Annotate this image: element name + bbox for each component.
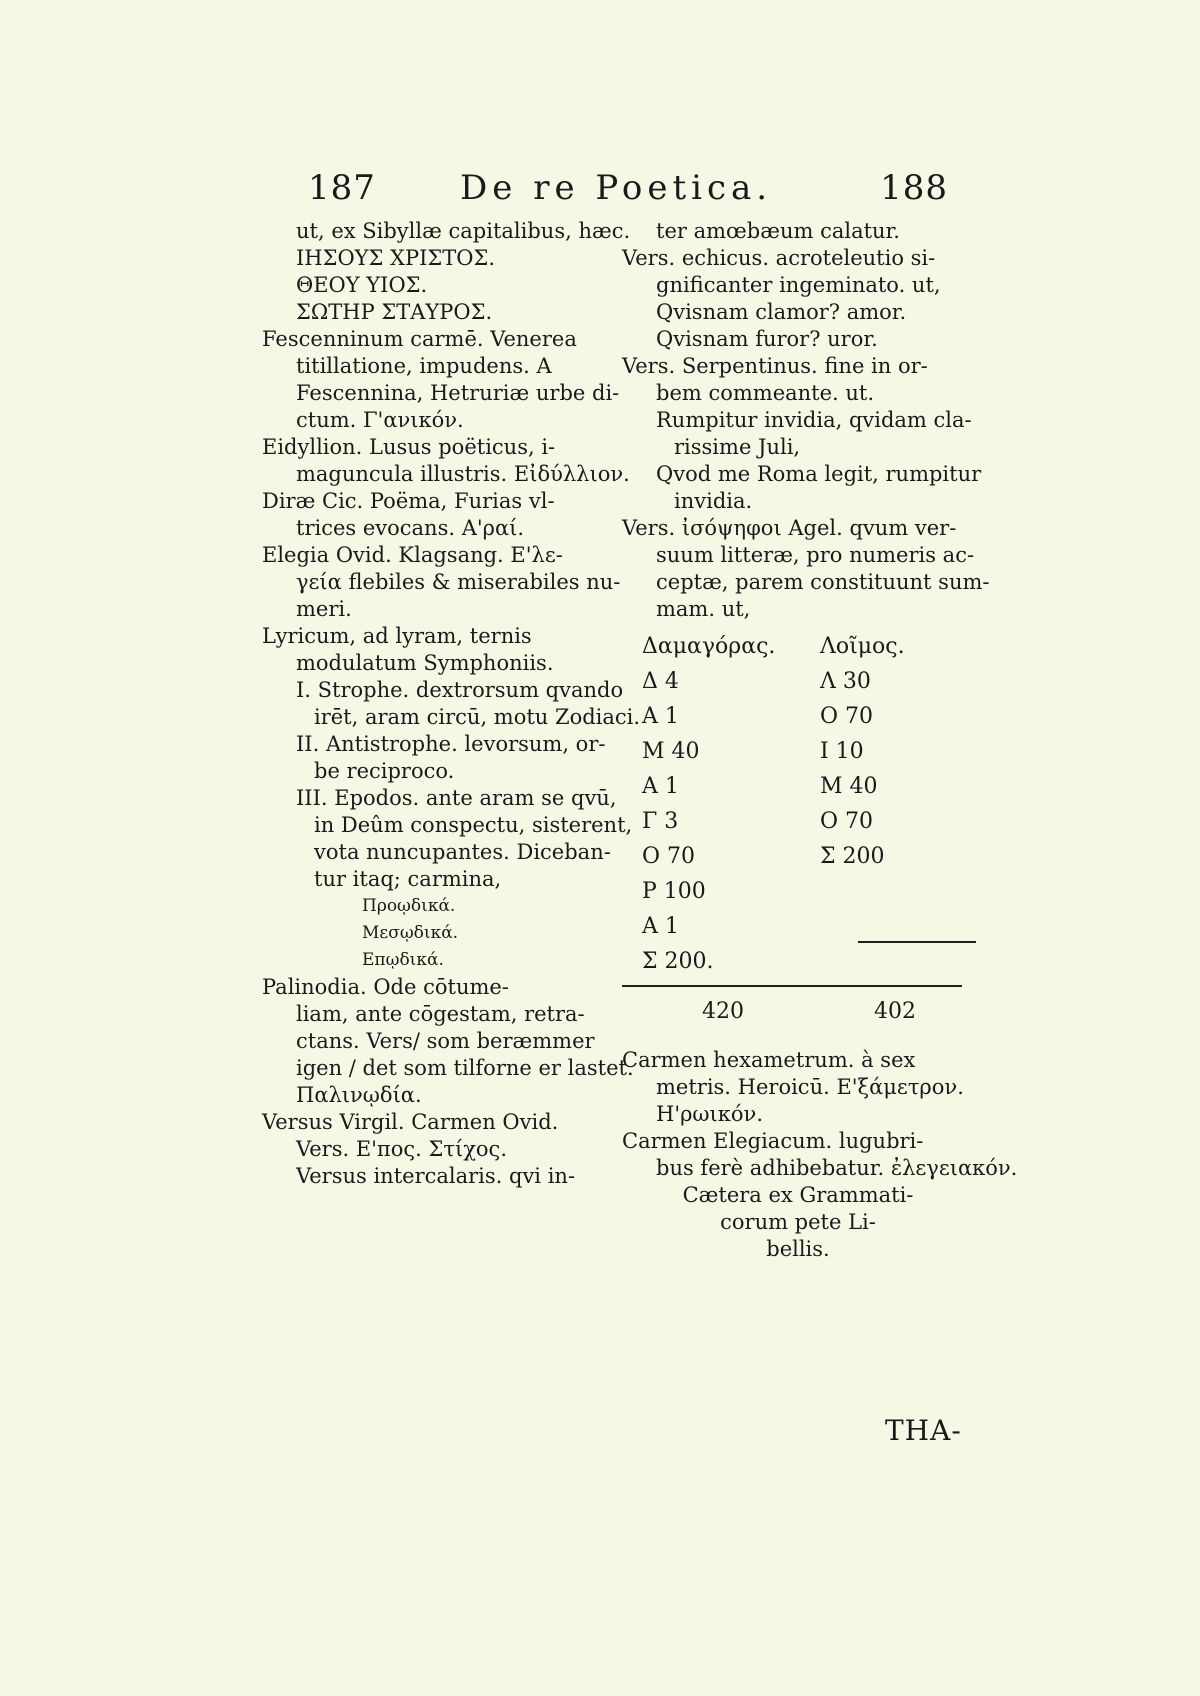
- text-line: ΙΗΣΟΥΣ ΧΡΙΣΤΟΣ.: [296, 246, 496, 270]
- text-line: Palinodia. Ode cōtume-: [262, 975, 509, 999]
- letter-value-left: Α 1: [642, 914, 679, 939]
- running-header: [308, 168, 948, 216]
- text-line: suum litteræ, pro numeris ac-: [656, 543, 975, 567]
- text-line: H'ρωικόν.: [656, 1102, 763, 1126]
- text-line: Επῳδικά.: [362, 950, 444, 970]
- text-line: Cætera ex Grammati-: [682, 1183, 914, 1207]
- letter-value-left: Α 1: [642, 704, 679, 729]
- isopsephy-row: [622, 734, 974, 769]
- total-right: 402: [874, 999, 916, 1024]
- text-line: Qvod me Roma legit, rumpitur: [656, 462, 982, 486]
- text-line: Vers. ἰσόψηφοι Agel. qvum ver-: [622, 516, 957, 540]
- text-line: rissime Juli,: [674, 435, 801, 459]
- page-number-right: 188: [880, 168, 948, 208]
- isopsephy-row: [622, 874, 974, 909]
- text-line: ter amœbæum calatur.: [656, 219, 900, 243]
- text-line: Παλινῳδία.: [296, 1083, 422, 1107]
- running-title: De re Poetica.: [460, 168, 773, 208]
- word-damagoras: Δαμαγόρας.: [642, 634, 776, 659]
- sum-rule: [622, 979, 974, 995]
- text-line: vota nuncupantes. Diceban-: [314, 840, 611, 864]
- letter-value-right: Μ 40: [820, 774, 878, 799]
- text-line: Eidyllion. Lusus poëticus, i-: [262, 435, 556, 459]
- isopsephy-rows: [622, 664, 974, 979]
- isopsephy-row: [622, 699, 974, 734]
- text-line: corum pete Li-: [720, 1210, 876, 1234]
- isopsephy-words: [622, 629, 974, 664]
- sum-rule-short: [858, 941, 976, 943]
- isopsephy-totals: [622, 995, 974, 1029]
- text-line: III. Epodos. ante aram se qvū,: [296, 786, 617, 810]
- text-line: be reciproco.: [314, 759, 455, 783]
- text-line: Vers. E'πος. Στίχος.: [296, 1137, 507, 1161]
- isopsephy-row: [622, 944, 974, 979]
- text-line: ΣΩΤΗΡ ΣΤΑΥΡΟΣ.: [296, 300, 493, 324]
- text-line: invidia.: [674, 489, 753, 513]
- text-line: Lyricum, ad lyram, ternis: [262, 624, 532, 648]
- text-line: I. Strophe. dextrorsum qvando: [296, 678, 624, 702]
- letter-value-left: Ρ 100: [642, 879, 706, 904]
- letter-value-left: Α 1: [642, 774, 679, 799]
- text-line: Elegia Ovid. Klagsang. E'λε-: [262, 543, 563, 567]
- letter-value-right: Λ 30: [820, 669, 871, 694]
- text-line: ctans. Vers/ som beræmmer: [296, 1029, 595, 1053]
- isopsephy-row: [622, 804, 974, 839]
- text-line: Carmen Elegiacum. lugubri-: [622, 1129, 924, 1153]
- catchword: THA-: [885, 1414, 962, 1447]
- text-line: ΘΕΟΥ ΥΙΟΣ.: [296, 273, 428, 297]
- right-column-top-text: [622, 218, 990, 623]
- letter-value-right: Ι 10: [820, 739, 864, 764]
- text-line: liam, ante cōgestam, retra-: [296, 1002, 585, 1026]
- isopsephy-row: [622, 769, 974, 804]
- text-line: ut, ex Sibyllæ capitalibus, hæc.: [296, 219, 631, 243]
- letter-value-right: Ο 70: [820, 809, 874, 834]
- text-line: bellis.: [766, 1237, 830, 1261]
- isopsephy-row: [622, 909, 974, 944]
- text-line: bus ferè adhibebatur. ἐλεγειακόν.: [656, 1156, 1018, 1180]
- text-line: Diræ Cic. Poëma, Furias vl-: [262, 489, 555, 513]
- left-column: [262, 218, 641, 1190]
- text-line: Rumpitur invidia, qvidam cla-: [656, 408, 972, 432]
- word-loimos: Λοῖμος.: [820, 634, 905, 659]
- text-line: Fescenninum carmē. Venerea: [262, 327, 577, 351]
- text-line: Vers. echicus. acroteleutio si-: [622, 246, 936, 270]
- text-line: trices evocans. A'ραί.: [296, 516, 525, 540]
- letter-value-left: Γ 3: [642, 809, 679, 834]
- text-line: Qvisnam clamor? amor.: [656, 300, 907, 324]
- text-line: Vers. Serpentinus. fine in or-: [622, 354, 928, 378]
- text-line: tur itaq; carmina,: [314, 867, 502, 891]
- text-line: Carmen hexametrum. à sex: [622, 1048, 916, 1072]
- text-line: II. Antistrophe. levorsum, or-: [296, 732, 606, 756]
- letter-value-left: Ο 70: [642, 844, 696, 869]
- text-line: irēt, aram circū, motu Zodiaci.: [314, 705, 641, 729]
- text-line: meri.: [296, 597, 352, 621]
- text-line: mam. ut,: [656, 597, 751, 621]
- text-line: titillatione, impudens. A: [296, 354, 552, 378]
- text-line: maguncula illustris. Εἰδύλλιον.: [296, 462, 630, 486]
- letter-value-left: Δ 4: [642, 669, 679, 694]
- letter-value-left: Μ 40: [642, 739, 700, 764]
- letter-value-right: Σ 200: [820, 844, 885, 869]
- text-line: Versus Virgil. Carmen Ovid.: [262, 1110, 559, 1134]
- right-column: [622, 218, 1018, 1263]
- total-left: 420: [702, 999, 744, 1024]
- text-line: ctum. Γ'ανικόν.: [296, 408, 464, 432]
- text-line: Versus intercalaris. qvi in-: [296, 1164, 576, 1188]
- text-line: ceptæ, parem constituunt sum-: [656, 570, 990, 594]
- text-line: metris. Heroicū. E'ξάμετρον.: [656, 1075, 964, 1099]
- isopsephy-row: [622, 664, 974, 699]
- text-line: gnificanter ingeminato. ut,: [656, 273, 941, 297]
- page-number-left: 187: [308, 168, 376, 208]
- text-line: Προῳδικά.: [362, 896, 456, 916]
- text-line: Qvisnam furor? uror.: [656, 327, 878, 351]
- text-line: bem commeante. ut.: [656, 381, 875, 405]
- text-line: γεία flebiles & miserabiles nu-: [296, 570, 621, 594]
- letter-value-right: Ο 70: [820, 704, 874, 729]
- text-line: igen / det som tilforne er lastet.: [296, 1056, 634, 1080]
- isopsephy-table: [622, 629, 974, 1029]
- right-column-bottom-text: [622, 1047, 1018, 1263]
- letter-value-left: Σ 200.: [642, 949, 714, 974]
- text-line: Fescennina, Hetruriæ urbe di-: [296, 381, 620, 405]
- text-line: modulatum Symphoniis.: [296, 651, 554, 675]
- text-line: Μεσῳδικά.: [362, 923, 459, 943]
- isopsephy-row: [622, 839, 974, 874]
- text-line: in Deûm conspectu, sisterent,: [314, 813, 633, 837]
